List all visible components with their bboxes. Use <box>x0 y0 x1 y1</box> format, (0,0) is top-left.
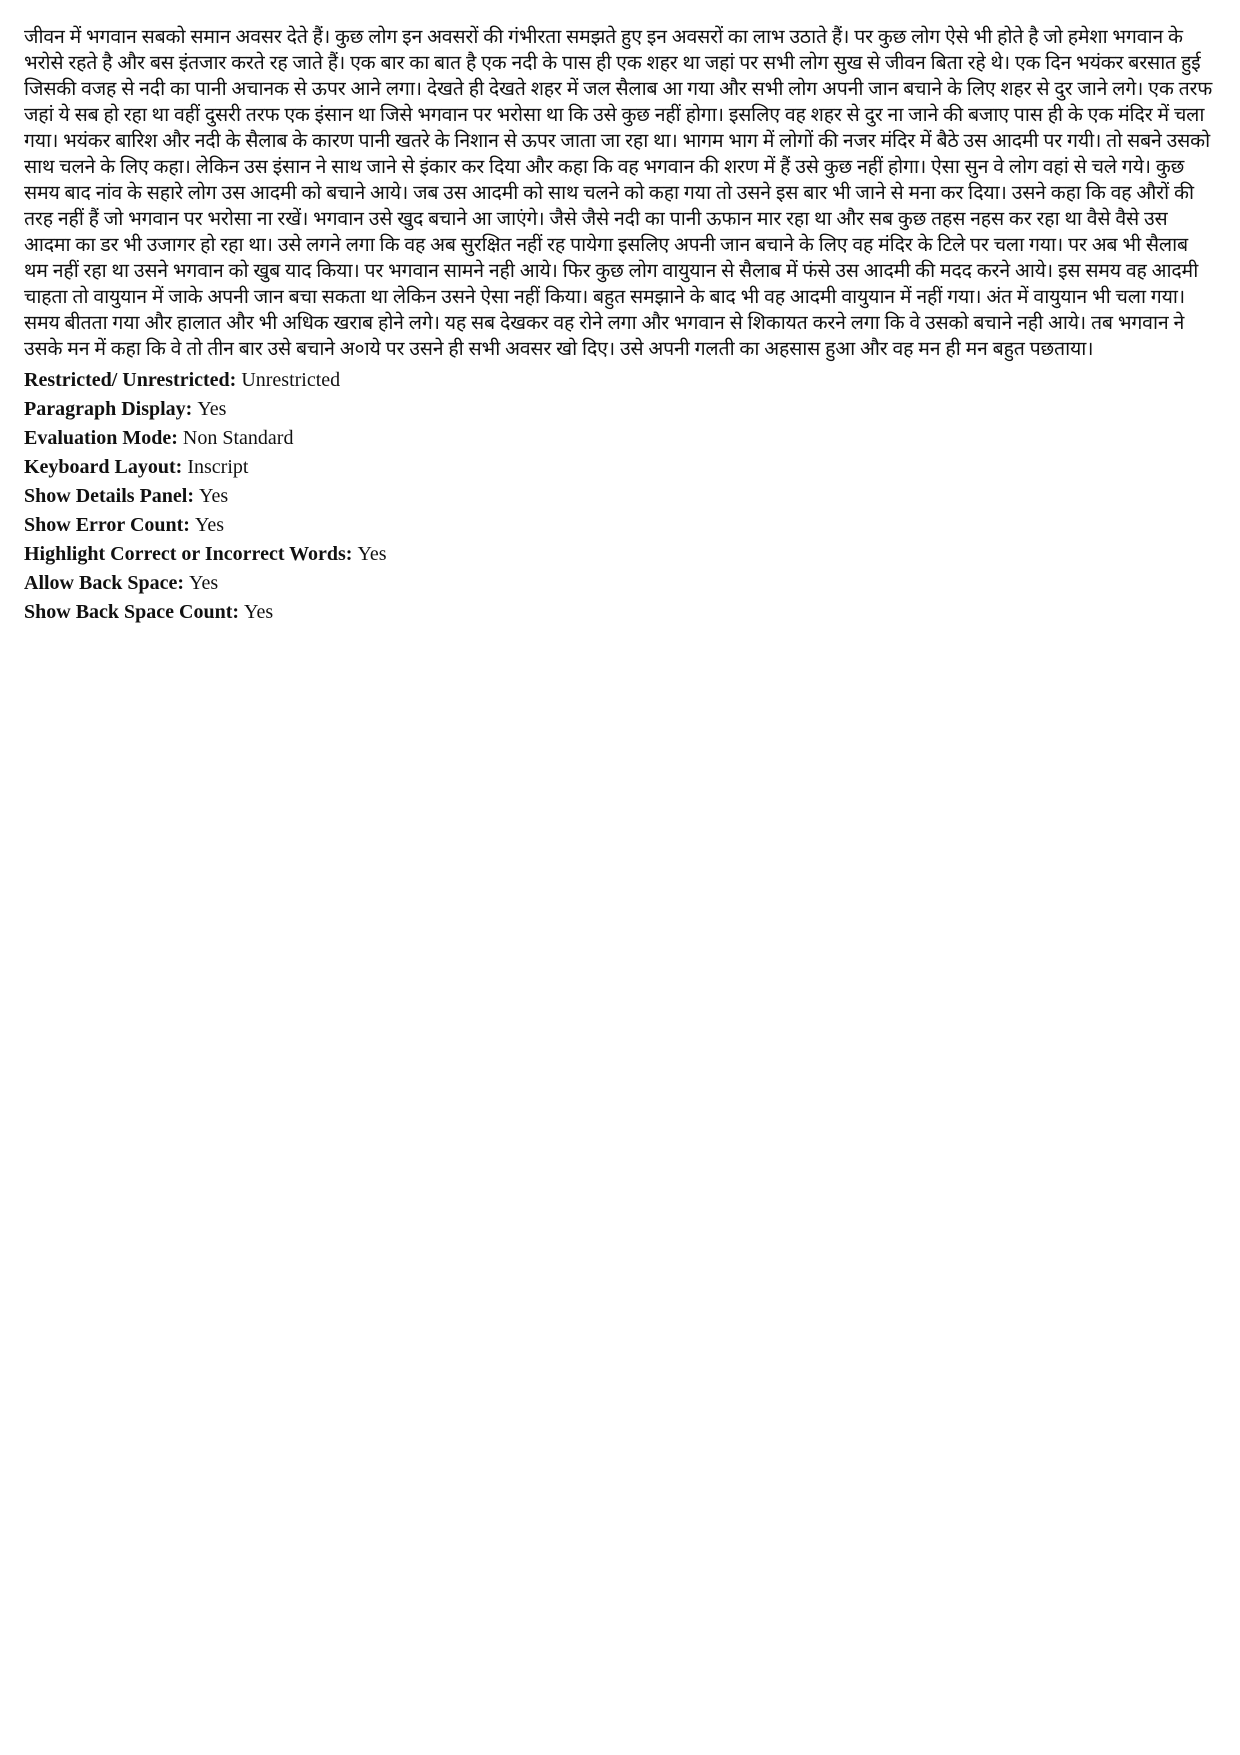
setting-value: Inscript <box>187 456 249 478</box>
setting-value: Non Standard <box>182 427 294 449</box>
setting-label: Show Back Space Count: <box>24 601 245 623</box>
setting-value: Yes <box>244 601 274 623</box>
setting-value: Yes <box>197 398 227 420</box>
setting-row-keyboard-layout <box>24 453 1216 482</box>
setting-row-show-error-count <box>24 511 1216 540</box>
setting-value: Yes <box>357 543 387 565</box>
setting-row-evaluation-mode <box>24 424 1216 453</box>
setting-label: Highlight Correct or Incorrect Words: <box>24 543 358 565</box>
setting-value: Yes <box>189 572 219 594</box>
setting-label: Show Details Panel: <box>24 485 199 507</box>
setting-row-paragraph-display <box>24 395 1216 424</box>
setting-row-allow-back-space <box>24 569 1216 598</box>
setting-value: Unrestricted <box>241 369 341 391</box>
settings-list <box>24 366 1216 627</box>
passage-text: जीवन में भगवान सबको समान अवसर देते हैं। कुछ लोग इन अवसरों की गंभीरता समझते हुए इन अवसरों का लाभ उठाते हैं। पर कुछ लोग ऐसे भी होते है जो हमेशा भगवान के भरोसे रहते है और बस इंतजार करते रह जाते हैं। एक बार का बात है एक नदी के पास ही एक शहर था जहां पर सभी लोग सुख से जीवन बिता रहे थे। एक दिन भयंकर बरसात हुई जिसकी वजह से नदी का पानी अचानक से ऊपर आने लगा। देखते ही देखते शहर में जल सैलाब आ गया और सभी लोग अपनी जान बचाने के लिए शहर से दुर जाने लगे। एक तरफ जहां ये सब हो रहा था वहीं दुसरी तरफ एक इंसान था जिसे भगवान पर भरोसा था कि उसे कुछ नहीं होगा। इसलिए वह शहर से दुर ना जाने की बजाए पास ही के एक मंदिर में चला गया। भयंकर बारिश और नदी के सैलाब के कारण पानी खतरे के निशान से ऊपर जाता जा रहा था। भागम भाग में लोगों की नजर मंदिर में बैठे उस आदमी पर गयी। तो सबने उसको साथ चलने के लिए कहा। लेकिन उस इंसान ने साथ जाने से इंकार कर दिया और कहा कि वह भगवान की शरण में हैं उसे कुछ नहीं होगा। ऐसा सुन वे लोग वहां से चले गये। कुछ समय बाद नांव के सहारे लोग उस आदमी को बचाने आये। जब उस आदमी को साथ चलने को कहा गया तो उसने इस बार भी जाने से मना कर दिया। उसने कहा कि वह औरों की तरह नहीं हैं जो भगवान पर भरोसा ना रखें। भगवान उसे खुद बचाने आ जाएंगे। जैसे जैसे नदी का पानी ऊफान मार रहा था और सब कुछ तहस नहस कर रहा था वैसे वैसे उस आदमा का डर भी उजागर हो रहा था। उसे लगने लगा कि वह अब सुरक्षित नहीं रह पायेगा इसलिए अपनी जान बचाने के लिए वह मंदिर के टिले पर चला गया। पर अब भी सैलाब थम नहीं रहा था उसने भगवान को खुब याद किया। पर भगवान सामने नही आये। फिर कुछ लोग वायुयान से सैलाब में फंसे उस आदमी की मदद करने आये। इस समय वह आदमी चाहता तो वायुयान में जाके अपनी जान बचा सकता था लेकिन उसने ऐसा नहीं किया। बहुत समझाने के बाद भी वह आदमी वायुयान में नहीं गया। अंत में वायुयान भी चला गया। समय बीतता गया और हालात और भी अधिक खराब होने लगे। यह सब देखकर वह रोने लगा और भगवान से शिकायत करने लगा कि वे उसको बचाने नही आये। तब भगवान ने उसके मन में कहा कि वे तो तीन बार उसे बचाने अ०ाये पर उसने ही सभी अवसर खो दिए। उसे अपनी गलती का अहसास हुआ और वह मन ही मन बहुत पछताया। <box>24 25 1213 360</box>
setting-row-highlight-words <box>24 540 1216 569</box>
document-page <box>24 24 1216 627</box>
setting-row-show-details-panel <box>24 482 1216 511</box>
setting-row-restricted <box>24 366 1216 395</box>
setting-label: Allow Back Space: <box>24 572 189 594</box>
setting-value: Yes <box>194 514 225 536</box>
setting-label: Evaluation Mode: <box>24 427 183 449</box>
setting-value: Yes <box>199 485 229 507</box>
setting-row-show-back-space-count <box>24 598 1216 627</box>
setting-label: Paragraph Display: <box>24 398 198 420</box>
setting-label: Restricted/ Unrestricted: <box>24 369 242 391</box>
setting-label: Keyboard Layout: <box>24 456 188 478</box>
setting-label: Show Error Count: <box>24 514 195 536</box>
